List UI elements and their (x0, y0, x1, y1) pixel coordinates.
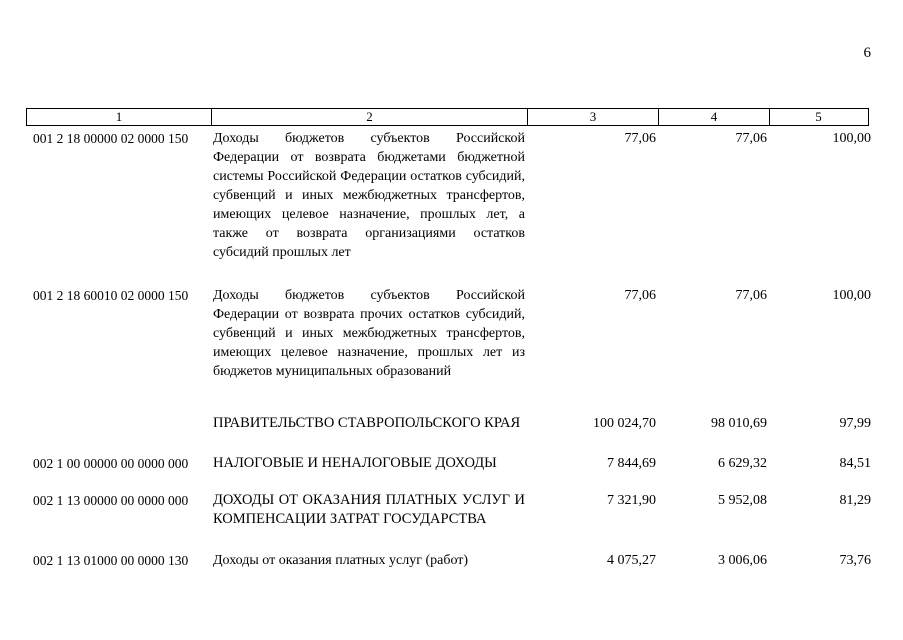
header-col-3: 3 (528, 109, 659, 125)
table-row (33, 551, 871, 570)
row-code: 002 1 00 00000 00 0000 000 (33, 456, 189, 471)
row-value-col3: 7 844,69 (607, 456, 656, 471)
row-value-col5: 97,99 (839, 416, 871, 431)
row-value-col3: 77,06 (624, 288, 656, 303)
row-value-col3: 100 024,70 (593, 416, 656, 431)
table-row (33, 454, 871, 473)
row-description: Доходы бюджетов субъектов Российской Федерации от возврата бюджетами бюджетной системы Российской Федерации остатков субсидий, субвенций и иных межбюджетных трансфертов, имеющих целевое назначение, прошлых лет, а также от возврата организациями остатков субсидий прошлых лет (213, 131, 525, 260)
row-description: ДОХОДЫ ОТ ОКАЗАНИЯ ПЛАТНЫХ УСЛУГ И КОМПЕНСАЦИИ ЗАТРАТ ГОСУДАРСТВА (213, 492, 525, 527)
header-col-4: 4 (659, 109, 770, 125)
table-row (33, 286, 871, 381)
row-value-col4: 77,06 (735, 288, 767, 303)
table-header (26, 108, 869, 126)
row-value-col4: 5 952,08 (718, 493, 767, 508)
row-code: 002 1 13 01000 00 0000 130 (33, 553, 189, 568)
row-value-col4: 6 629,32 (718, 456, 767, 471)
row-value-col5: 84,51 (839, 456, 871, 471)
row-value-col5: 100,00 (832, 131, 871, 146)
row-code (33, 414, 213, 433)
row-value-col3: 77,06 (624, 131, 656, 146)
row-value-col3: 7 321,90 (607, 493, 656, 508)
row-code: 001 2 18 60010 02 0000 150 (33, 288, 189, 303)
row-value-col4: 3 006,06 (718, 553, 767, 568)
row-description: ПРАВИТЕЛЬСТВО СТАВРОПОЛЬСКОГО КРАЯ (213, 415, 521, 431)
row-description: Доходы бюджетов субъектов Российской Федерации от возврата прочих остатков субсидий, субвенций и иных межбюджетных трансфертов, имеющих целевое назначение, прошлых лет из бюджетов муниципальных образований (213, 288, 525, 379)
row-code: 001 2 18 00000 02 0000 150 (33, 131, 189, 146)
table-row (33, 414, 871, 433)
header-col-1: 1 (27, 109, 212, 125)
page-number: 6 (863, 45, 871, 61)
row-value-col4: 98 010,69 (711, 416, 767, 431)
table-row (33, 491, 871, 529)
row-code: 002 1 13 00000 00 0000 000 (33, 493, 189, 508)
row-value-col5: 81,29 (839, 493, 871, 508)
row-value-col5: 100,00 (832, 288, 871, 303)
table-row (33, 129, 871, 262)
row-description: НАЛОГОВЫЕ И НЕНАЛОГОВЫЕ ДОХОДЫ (213, 455, 497, 471)
row-value-col5: 73,76 (839, 553, 871, 568)
header-col-2: 2 (212, 109, 528, 125)
row-description: Доходы от оказания платных услуг (работ) (213, 553, 469, 568)
header-col-5: 5 (815, 109, 822, 124)
row-value-col3: 4 075,27 (607, 553, 656, 568)
row-value-col4: 77,06 (735, 131, 767, 146)
